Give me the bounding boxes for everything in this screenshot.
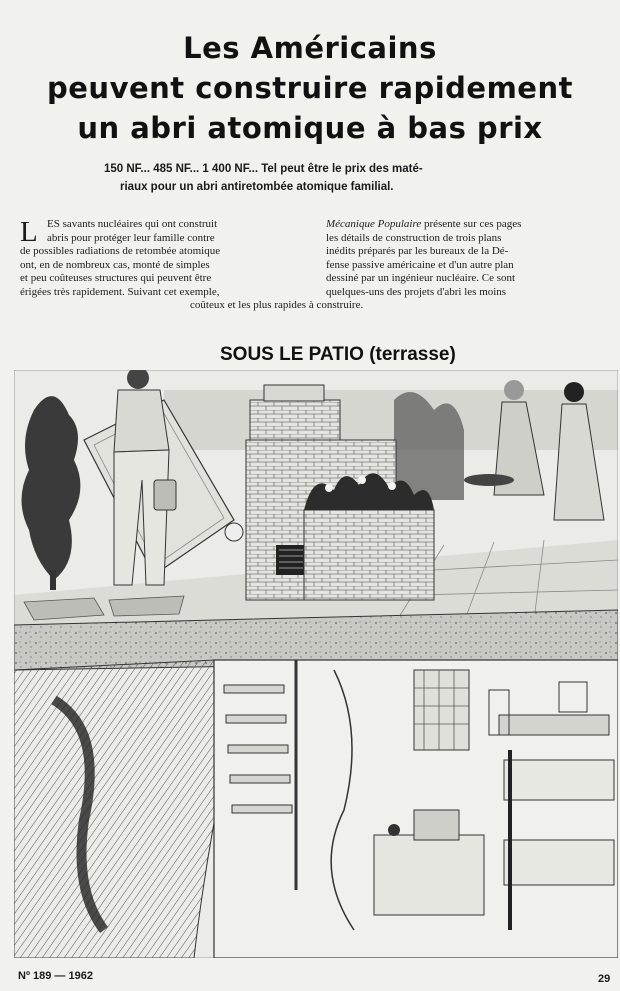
child-head xyxy=(225,523,243,541)
chimney xyxy=(250,400,340,440)
magazine-name: Mécanique Populaire xyxy=(326,218,422,230)
section-title: SOUS LE PATIO (terrasse) xyxy=(220,344,456,365)
dining-table xyxy=(499,715,609,735)
subtitle-line-1: 150 NF... 485 NF... 1 400 NF... Tel peut être le prix des maté- xyxy=(104,163,423,175)
radio xyxy=(414,810,459,840)
body-line: dessiné par un ingénieur nucléaire. Ce sont xyxy=(326,272,516,284)
body-line xyxy=(326,218,612,232)
tree-trunk xyxy=(50,570,56,590)
desk xyxy=(374,835,484,915)
article-title xyxy=(0,28,620,148)
title-line-1: Les Américains xyxy=(183,31,437,65)
page-number: 29 xyxy=(598,973,611,985)
man-shirt xyxy=(114,390,169,452)
body-line: ont, en de nombreux cas, monté de simples xyxy=(20,258,210,271)
bunk-bed-upper xyxy=(504,760,614,800)
title-line-2: peuvent construire rapidement xyxy=(47,71,573,105)
body-last-line: coûteux et les plus rapides à construire. xyxy=(190,299,364,311)
water-can xyxy=(154,480,176,510)
woman-head xyxy=(504,380,524,400)
drop-cap: L xyxy=(20,216,38,248)
patio-table xyxy=(464,474,514,486)
telephone xyxy=(388,824,400,836)
flower xyxy=(325,484,333,492)
article-subtitle xyxy=(104,160,534,196)
earth-section xyxy=(14,660,224,958)
body-line: les détails de construction de trois plans xyxy=(326,231,502,244)
body-line: fense passive américaine et d'un autre plan xyxy=(326,258,514,271)
body-line: érigées très rapidement. Suivant cet exemple, xyxy=(20,285,220,298)
flower xyxy=(358,476,366,484)
body-line: inédits préparés par les bureaux de la Dé- xyxy=(326,245,509,257)
body-line: ES savants nucléaires qui ont construit xyxy=(47,218,218,230)
body-line: de possibles radiations de retombée atomique xyxy=(20,245,221,257)
shelving xyxy=(414,670,469,750)
body-line: quelques-uns des projets d'abri les moins xyxy=(326,285,507,298)
planter-box xyxy=(304,510,434,600)
body-line: et peu coûteuses structures qui peuvent être xyxy=(20,272,212,284)
body-line: abris pour protéger leur famille contre xyxy=(47,231,215,244)
issue-number: Nº 189 — 1962 xyxy=(18,970,93,982)
body-line-rest: présente sur ces pages xyxy=(421,218,522,230)
bunk-bed-lower xyxy=(504,840,614,885)
body-column-right xyxy=(326,218,612,299)
title-line-3: un abri atomique à bas prix xyxy=(77,111,543,145)
woman-head xyxy=(564,382,584,402)
shelter-illustration xyxy=(14,370,618,958)
chimney-cap xyxy=(264,385,324,401)
body-column-left xyxy=(20,218,310,299)
flower xyxy=(388,482,396,490)
subtitle-line-2: riaux pour un abri antiretombée atomique familial. xyxy=(120,181,394,193)
